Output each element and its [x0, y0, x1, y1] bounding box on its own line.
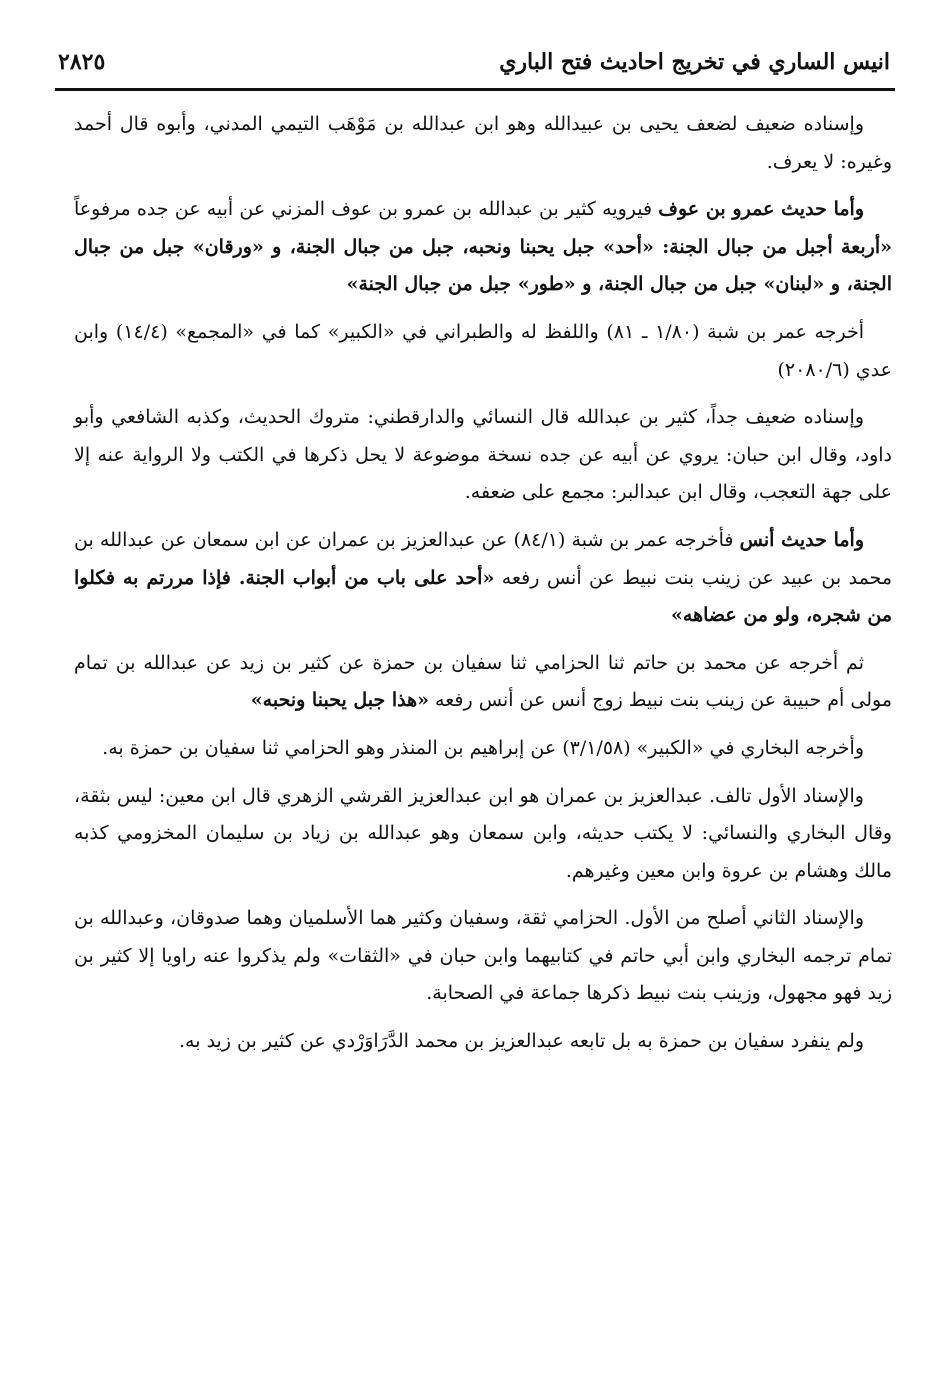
- page-number: ٢٨٢٥: [58, 49, 106, 75]
- paragraph-text: ثم أخرجه عن محمد بن حاتم ثنا الحزامي ثنا سفيان بن حمزة عن كثير بن زيد عن عبدالله بن تمام مولى أم حبيبة عن زينب بنت نبيط زوج أنس عن أنس رفعه: [74, 651, 892, 712]
- header-rule: [55, 88, 895, 91]
- book-title: انيس الساري في تخريج احاديث فتح الباري: [499, 49, 890, 75]
- hadith-text: «هذا جبل يحبنا ونحبه»: [250, 689, 429, 712]
- paragraph-text: فأخرجه عمر بن شبة (٨٤/١) عن عبدالعزيز بن عمران عن ابن سمعان عن عبدالله بن محمد بن عبيد عن زينب بنت نبيط عن أنس رفعه: [74, 528, 892, 589]
- body-text: [74, 106, 892, 1071]
- paragraph-text: ولم ينفرد سفيان بن حمزة به بل تابعه عبدالعزيز بن محمد الدَّرَاوَرْدي عن كثير بن زيد به.: [179, 1030, 864, 1053]
- paragraph: [74, 314, 892, 389]
- paragraph-text: والإسناد الثاني أصلح من الأول. الحزامي ثقة، وسفيان وكثير هما الأسلميان وهما صدوقان، وعبدالله بن تمام ترجمه البخاري وابن أبي حاتم في كتابيهما وابن حبان في «الثقات» ولم يذكروا عنه راويا إلا كثير بن زيد فهو مجهول، وزينب بنت نبيط ذكرها جماعة في الصحابة.: [74, 907, 892, 1005]
- paragraph-text: وأخرجه البخاري في «الكبير» (٣/١/٥٨) عن إبراهيم بن المنذر وهو الحزامي ثنا سفيان بن حمزة به.: [102, 736, 864, 759]
- paragraph: [74, 106, 892, 181]
- section-heading: وأما حديث أنس: [739, 528, 864, 551]
- paragraph-text: والإسناد الأول تالف. عبدالعزيز بن عمران هو ابن عبدالعزيز القرشي الزهري قال ابن معين: ليس بثقة، وقال البخاري والنسائي: لا يكتب حديثه، وابن سمعان وهو عبدالله بن زياد بن سليمان المخزومي كذبه مالك وهشام بن عروة وابن معين وغيرهم.: [74, 784, 892, 882]
- hadith-text: «أحد على باب من أبواب الجنة. فإذا مررتم به فكلوا من شجره، ولو من عضاهه»: [74, 566, 892, 627]
- section-heading: وأما حديث عمرو بن عوف: [658, 198, 864, 221]
- running-header: [58, 40, 890, 84]
- paragraph: [74, 778, 892, 891]
- paragraph: [74, 522, 892, 635]
- hadith-text: «أربعة أجبل من جبال الجنة: «أحد» جبل يحبنا ونحبه، جبل من جبال الجنة، و «ورقان» جبل من جبال الجنة، و «لبنان» جبل من جبال الجنة، و «طور» جبل من جبال الجنة»: [74, 235, 892, 296]
- paragraph: [74, 730, 892, 768]
- paragraph: [74, 900, 892, 1013]
- paragraph: [74, 399, 892, 512]
- paragraph-text: وإسناده ضعيف لضعف يحيى بن عبيدالله وهو ابن عبدالله بن مَوْهَب التيمي المدني، وأبوه قال أحمد وغيره: لا يعرف.: [74, 113, 892, 173]
- paragraph-text: وإسناده ضعيف جداً، كثير بن عبدالله قال النسائي والدارقطني: متروك الحديث، وكذبه الشافعي وأبو داود، وقال ابن حبان: يروي عن أبيه عن جده نسخة موضوعة لا يحل ذكرها في الكتب ولا الرواية عنه إلا على جهة التعجب، وقال ابن عبدالبر: مجمع على ضعفه.: [74, 406, 892, 504]
- paragraph-text: فيرويه كثير بن عبدالله بن عمرو بن عوف المزني عن أبيه عن جده مرفوعاً: [74, 198, 659, 221]
- paragraph: [74, 1023, 892, 1061]
- paragraph: [74, 191, 892, 304]
- paragraph: [74, 645, 892, 720]
- paragraph-text: أخرجه عمر بن شبة (١/٨٠ ـ ٨١) واللفظ له والطبراني في «الكبير» كما في «المجمع» (١٤/٤) وابن عدي (٢٠٨٠/٦): [74, 320, 892, 381]
